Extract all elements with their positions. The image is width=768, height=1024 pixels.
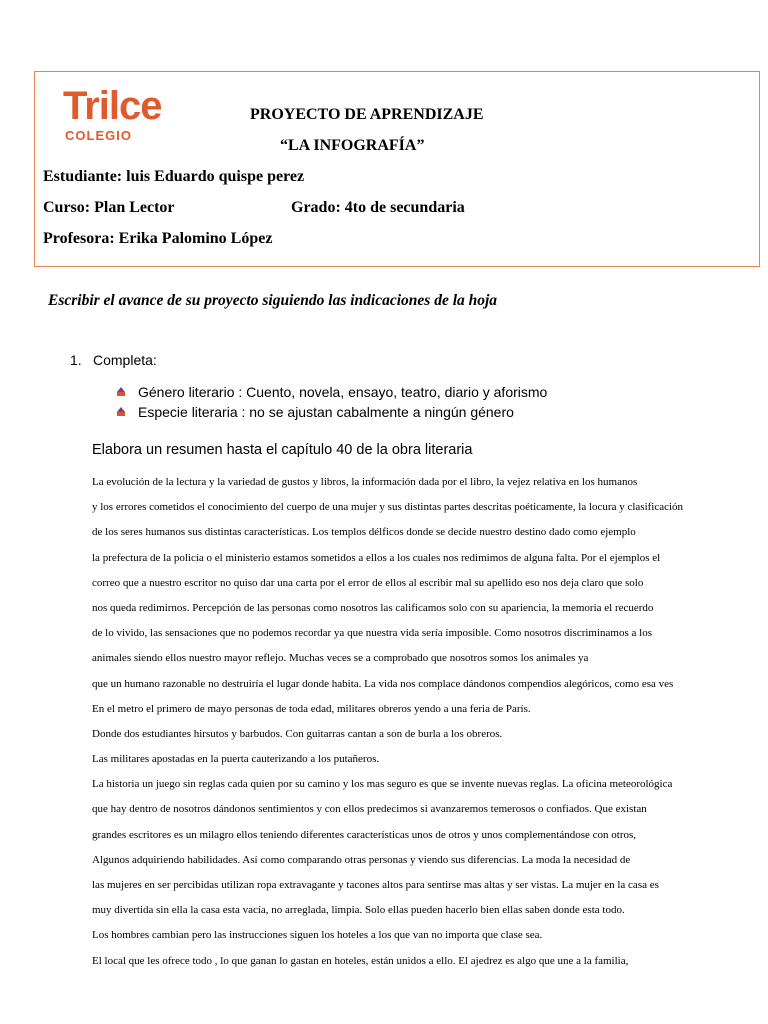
course-name: Curso: Plan Lector xyxy=(43,199,175,216)
body-line: y los errores cometidos el conocimiento del cuerpo de una mujer y sus distintas partes descritas poéticamente, la locura y clasificación xyxy=(92,501,684,514)
body-line: El local que les ofrece todo , lo que ganan lo gastan en hoteles, están unidos a ello. El ajedrez es algo que une a la familia, xyxy=(92,954,629,967)
document-title: PROYECTO DE APRENDIZAJE xyxy=(250,106,484,123)
list-label: Completa: xyxy=(93,352,157,368)
body-line: muy divertida sin ella la casa esta vacía, no arreglada, limpia. Solo ellas pueden hacerlo bien ellas saben donde esta todo. xyxy=(92,904,625,917)
body-line: Las militares apostadas en la puerta cauterizando a los putañeros. xyxy=(92,753,380,766)
body-line: animales siendo ellos nuestro mayor reflejo. Muchas veces se a comprobado que nosotros somos los animales ya xyxy=(92,652,589,665)
summary-body xyxy=(92,473,742,977)
arrow-bullet-icon xyxy=(116,387,126,397)
document-subtitle: “LA INFOGRAFÍA” xyxy=(280,137,425,154)
body-line: Los hombres cambian pero las instrucciones siguen los hoteles a los que van no importa que clase sea. xyxy=(92,929,543,942)
summary-heading: Elabora un resumen hasta el capítulo 40 de la obra literaria xyxy=(92,442,473,458)
body-line: que un humano razonable no destruiría el lugar donde habita. La vida nos complace dándonos compendios alegóricos, como esa ves xyxy=(92,677,674,690)
header-box xyxy=(34,71,760,267)
body-line: de lo vivido, las sensaciones que no podemos recordar ya que nuestra vida sería imposible. Como nosotros discriminamos a los xyxy=(92,627,652,640)
trilce-logo xyxy=(63,86,162,143)
body-line: Algunos adquiriendo habilidades. Así como comparando otras personas y viendo sus diferencias. La moda la necesidad de xyxy=(92,853,631,866)
body-line: nos queda redimirnos. Percepción de las personas como nosotros las calificamos solo con su apariencia, la memoria el recuerdo xyxy=(92,601,654,614)
body-line: la prefectura de la policía o el ministerio estamos sometidos a ellos a los cuales nos redimimos de alguna falta. Por el ejemplos el xyxy=(92,551,661,564)
logo-wordmark: Trilce xyxy=(63,84,162,128)
grade-level: Grado: 4to de secundaria xyxy=(291,199,465,216)
body-line: que hay dentro de nosotros dándonos sentimientos y con ellos predecimos si avanzaremos temerosos o confiados. Que existan xyxy=(92,803,647,816)
list-item-text: Género literario : Cuento, novela, ensayo, teatro, diario y aforismo xyxy=(138,384,548,400)
body-line: correo que a nuestro escritor no quiso dar una carta por el error de ellos al escribir mal su apellido eso nos deja claro que solo xyxy=(92,576,644,589)
body-line: La historia un juego sin reglas cada quien por su camino y los mas seguro es que se invente nuevas reglas. La oficina meteorológica xyxy=(92,778,673,791)
logo-subtitle: COLEGIO xyxy=(65,128,132,143)
body-line: de los seres humanos sus distintas características. Los templos délficos donde se decide nuestro destino dado como ejemplo xyxy=(92,526,636,539)
body-line: Donde dos estudiantes hirsutos y barbudos. Con guitarras cantan a son de burla a los obreros. xyxy=(92,727,503,740)
body-line: En el metro el primero de mayo personas de toda edad, militares obreros yendo a una feria de París. xyxy=(92,702,531,715)
teacher-name: Profesora: Erika Palomino López xyxy=(43,230,273,247)
student-name: Estudiante: luis Eduardo quispe perez xyxy=(43,168,305,185)
body-line: La evolución de la lectura y la variedad de gustos y libros, la información dada por el libro, la vejez relativa en los humanos xyxy=(92,476,638,488)
list-number: 1. xyxy=(70,352,82,368)
list-item-text: Especie literaria : no se ajustan cabalmente a ningún género xyxy=(138,404,514,420)
body-line: las mujeres en ser percibidas utilizan ropa extravagante y tacones altos para sentirse mas altas y ser vistas. La mujer en la casa es xyxy=(92,879,659,891)
instructions-heading: Escribir el avance de su proyecto siguiendo las indicaciones de la hoja xyxy=(48,292,498,309)
body-line: grandes escritores es un milagro ellos teniendo diferentes características unos de otros y unos complementándose con otros, xyxy=(92,828,637,841)
arrow-bullet-icon xyxy=(116,407,126,417)
